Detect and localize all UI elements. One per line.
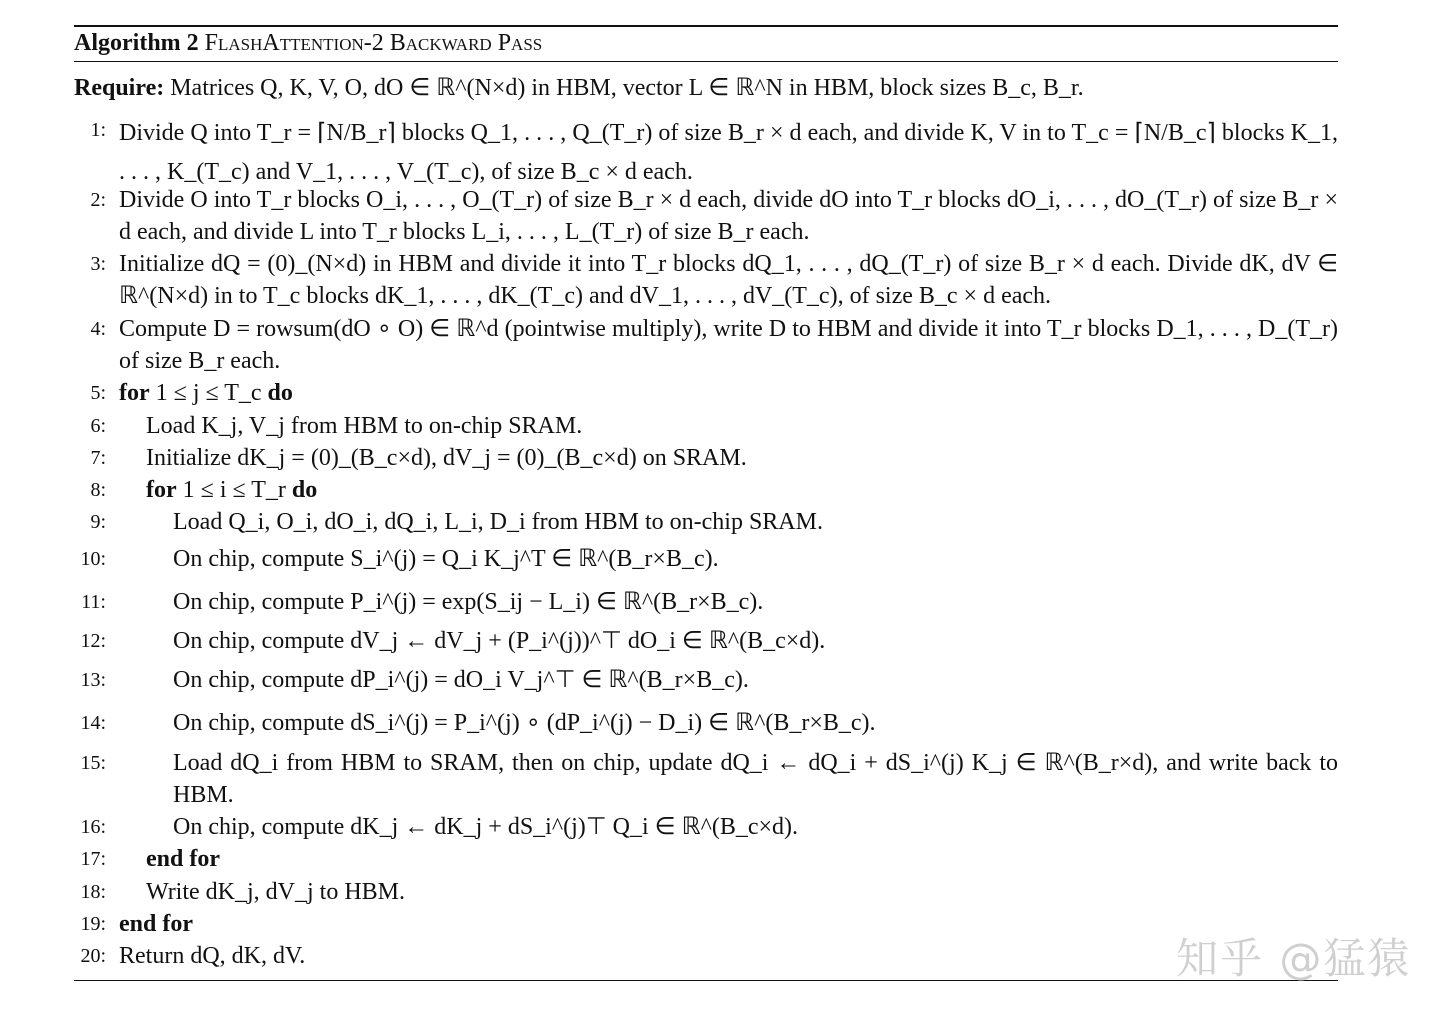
step-text: On chip, compute dV_j ← dV_j + (P_i^(j))^⊤ dO_i ∈ ℝ^(B_c×d).: [173, 628, 826, 654]
step-text: On chip, compute dS_i^(j) = P_i^(j) ∘ (dP_i^(j) − D_i) ∈ ℝ^(B_r×B_c).: [173, 710, 876, 736]
step-number: 7:: [90, 447, 106, 469]
algorithm-label: Algorithm 2: [74, 30, 199, 56]
step-number: 15:: [80, 752, 106, 774]
step-text: [119, 908, 193, 940]
step-text: Load Q_i, O_i, dO_i, dQ_i, L_i, D_i from HBM to on-chip SRAM.: [173, 509, 823, 535]
algorithm-title: [74, 28, 542, 58]
require-keyword: Require:: [74, 75, 165, 101]
step-number: 5:: [90, 382, 106, 404]
for-keyword: for: [146, 477, 177, 503]
step-number: 8:: [90, 479, 106, 501]
step-number: 17:: [80, 848, 106, 870]
require-line: [74, 72, 1338, 104]
loop-range: 1 ≤ i ≤ T_r: [182, 477, 286, 503]
step-text: Load K_j, V_j from HBM to on-chip SRAM.: [146, 413, 583, 439]
step-number: 2:: [90, 189, 106, 211]
step-text: On chip, compute dK_j ← dK_j + dS_i^(j)⊤ Q_i ∈ ℝ^(B_c×d).: [173, 814, 799, 840]
do-keyword: do: [291, 477, 318, 503]
top-rule: [74, 25, 1338, 27]
step-number: 20:: [80, 945, 106, 967]
step-text: Divide Q into T_r = ⌈N/B_r⌉ blocks Q_1, . . . , Q_(T_r) of size B_r × d each, and divide K, V in to T_c = ⌈N/B_c⌉ blocks K_1, . . . , K_(T_c) and V_1, . . . , V_(T_c), of size B_c × d each.: [119, 120, 1338, 185]
step-text: Compute D = rowsum(dO ∘ O) ∈ ℝ^d (pointwise multiply), write D to HBM and divide it into T_r blocks D_1, . . . , D_(T_r) of size B_r each.: [119, 316, 1338, 374]
step-number: 1:: [90, 119, 106, 141]
step-text: Write dK_j, dV_j to HBM.: [146, 879, 406, 905]
step-number: 19:: [80, 913, 106, 935]
for-keyword: for: [119, 380, 150, 406]
step-text: [119, 377, 293, 409]
step-number: 11:: [81, 591, 106, 613]
step-text: Initialize dQ = (0)_(N×d) in HBM and divide it into T_r blocks dQ_1, . . . , dQ_(T_r) of size B_r × d each. Divide dK, dV ∈ ℝ^(N×d) in to T_c blocks dK_1, . . . , dK_(T_c) and dV_1, . . . , dV_(T_c), of size B_c × d each.: [119, 251, 1338, 309]
algorithm-name: FlashAttention-2 Backward Pass: [204, 30, 543, 56]
step-number: 12:: [80, 630, 106, 652]
step-number: 18:: [80, 881, 106, 903]
end-for-keyword: end for: [146, 846, 220, 872]
bottom-rule: [74, 980, 1338, 981]
step-text: Divide O into T_r blocks O_i, . . . , O_(T_r) of size B_r × d each, divide dO into T_r blocks dO_i, . . . , dO_(T_r) of size B_r × d each, and divide L into T_r blocks L_i, . . . , L_(T_r) of size B_r each.: [119, 187, 1338, 245]
step-number: 13:: [80, 669, 106, 691]
step-number: 3:: [90, 253, 106, 275]
step-text: Return dQ, dK, dV.: [119, 943, 306, 969]
title-rule: [74, 61, 1338, 62]
step-text: Initialize dK_j = (0)_(B_c×d), dV_j = (0)_(B_c×d) on SRAM.: [146, 445, 747, 471]
step-text: [146, 843, 220, 875]
step-number: 14:: [80, 712, 106, 734]
watermark: 知乎 @猛猿: [1176, 934, 1412, 983]
step-number: 16:: [80, 816, 106, 838]
step-text: On chip, compute S_i^(j) = Q_i K_j^T ∈ ℝ^(B_r×B_c).: [173, 546, 719, 572]
require-text: Matrices Q, K, V, O, dO ∈ ℝ^(N×d) in HBM, vector L ∈ ℝ^N in HBM, block sizes B_c, B_r.: [170, 75, 1084, 101]
step-text: On chip, compute dP_i^(j) = dO_i V_j^⊤ ∈ ℝ^(B_r×B_c).: [173, 667, 749, 693]
step-number: 9:: [90, 511, 106, 533]
end-for-keyword: end for: [119, 911, 193, 937]
loop-range: 1 ≤ j ≤ T_c: [155, 380, 262, 406]
step-text: Load dQ_i from HBM to SRAM, then on chip, update dQ_i ← dQ_i + dS_i^(j) K_j ∈ ℝ^(B_r×d), and write back to HBM.: [173, 750, 1338, 808]
do-keyword: do: [267, 380, 293, 406]
step-text: On chip, compute P_i^(j) = exp(S_ij − L_i) ∈ ℝ^(B_r×B_c).: [173, 589, 764, 615]
step-text: [146, 474, 317, 506]
step-number: 4:: [90, 318, 106, 340]
step-number: 10:: [80, 548, 106, 570]
step-number: 6:: [90, 415, 106, 437]
